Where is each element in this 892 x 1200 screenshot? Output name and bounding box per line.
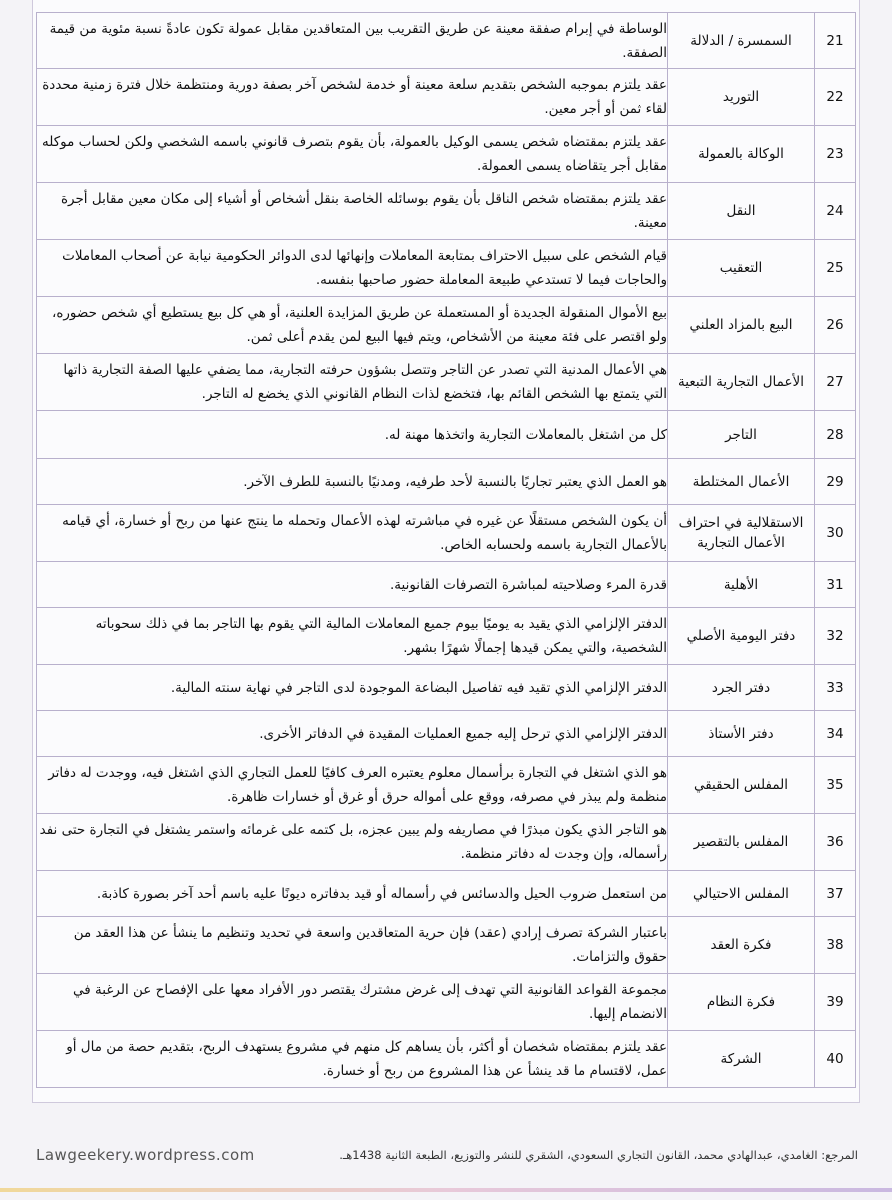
table-row: [37, 665, 856, 711]
row-definition: أن يكون الشخص مستقلًا عن غيره في مباشرته لهذه الأعمال وتحمله ما ينتج عنها من ربح أو خسارة، أي قيامه بالأعمال التجارية باسمه ولحسابه الخاص.: [37, 505, 668, 562]
row-number: 36: [815, 814, 856, 871]
row-term: السمسرة / الدلالة: [668, 13, 815, 69]
row-term: دفتر الأستاذ: [668, 711, 815, 757]
table-row: [37, 411, 856, 459]
row-definition: مجموعة القواعد القانونية التي تهدف إلى غرض مشترك يقتصر دور الأفراد معها على الإفصاح عن الرغبة في الانضمام إليها.: [37, 974, 668, 1031]
table-row: [37, 69, 856, 126]
table-row: [37, 917, 856, 974]
table-row: [37, 711, 856, 757]
table-row: [37, 814, 856, 871]
table-row: [37, 183, 856, 240]
row-definition: من استعمل ضروب الحيل والدسائس في رأسماله أو قيد بدفاتره ديونًا عليه باسم أحد آخر بصورة كاذبة.: [37, 871, 668, 917]
row-number: 21: [815, 13, 856, 69]
table-row: [37, 354, 856, 411]
row-number: 24: [815, 183, 856, 240]
row-term: المفلس بالتقصير: [668, 814, 815, 871]
row-definition: هو العمل الذي يعتبر تجاريًا بالنسبة لأحد طرفيه، ومدنيًا بالنسبة للطرف الآخر.: [37, 459, 668, 505]
table-row: [37, 974, 856, 1031]
row-term: دفتر اليومية الأصلي: [668, 608, 815, 665]
row-definition: عقد يلتزم بمقتضاه شخص يسمى الوكيل بالعمولة، بأن يقوم بتصرف قانوني باسمه الشخصي ولكن لحساب موكله مقابل أجر يتقاضاه يسمى العمولة.: [37, 126, 668, 183]
terms-table: [36, 12, 856, 1088]
row-definition: الدفتر الإلزامي الذي يقيد به يوميًا بيوم جميع المعاملات المالية التي يقوم بها التاجر بما في ذلك سحوباته الشخصية، والتي يمكن قيدها إجمالًا شهرًا بشهر.: [37, 608, 668, 665]
row-number: 25: [815, 240, 856, 297]
row-term: الاستقلالية في احتراف الأعمال التجارية: [668, 505, 815, 562]
table-row: [37, 240, 856, 297]
row-term: المفلس الاحتيالي: [668, 871, 815, 917]
row-definition: هو الذي اشتغل في التجارة برأسمال معلوم يعتبره العرف كافيًا للعمل التجاري الذي اشتغل فيه، ووجدت له دفاتر منظمة ولم يبذر في مصرفه، ووقع على أمواله حرق أو غرق أو خسارات ظاهرة.: [37, 757, 668, 814]
row-number: 34: [815, 711, 856, 757]
row-term: البيع بالمزاد العلني: [668, 297, 815, 354]
row-term: الأعمال التجارية التبعية: [668, 354, 815, 411]
row-definition: الدفتر الإلزامي الذي تقيد فيه تفاصيل البضاعة الموجودة لدى التاجر في نهاية سنته المالية.: [37, 665, 668, 711]
row-number: 31: [815, 562, 856, 608]
row-number: 30: [815, 505, 856, 562]
table-row: [37, 1031, 856, 1088]
row-definition: قيام الشخص على سبيل الاحتراف بمتابعة المعاملات وإنهائها لدى الدوائر الحكومية نيابة عن أصحاب المعاملات والحاجات فيما لا تستدعي طبيعة المعاملة حضور صاحبها بنفسه.: [37, 240, 668, 297]
row-term: التعقيب: [668, 240, 815, 297]
row-number: 33: [815, 665, 856, 711]
table-row: [37, 608, 856, 665]
row-definition: قدرة المرء وصلاحيته لمباشرة التصرفات القانونية.: [37, 562, 668, 608]
row-definition: كل من اشتغل بالمعاملات التجارية واتخذها مهنة له.: [37, 411, 668, 459]
row-term: التاجر: [668, 411, 815, 459]
table-row: [37, 13, 856, 69]
row-term: فكرة العقد: [668, 917, 815, 974]
row-term: الأهلية: [668, 562, 815, 608]
row-definition: عقد يلتزم بمقتضاه شخصان أو أكثر، بأن يساهم كل منهم في مشروع يستهدف الربح، بتقديم حصة من مال أو عمل، لاقتسام ما قد ينشأ عن هذا المشروع من ربح أو خسارة.: [37, 1031, 668, 1088]
row-number: 26: [815, 297, 856, 354]
row-definition: باعتبار الشركة تصرف إرادي (عقد) فإن حرية المتعاقدين واسعة في تحديد وتنظيم ما ينشأ عن هذا العقد من حقوق والتزامات.: [37, 917, 668, 974]
website-link[interactable]: Lawgeekery.wordpress.com: [36, 1146, 255, 1164]
row-term: التوريد: [668, 69, 815, 126]
row-definition: عقد يلتزم بموجبه الشخص بتقديم سلعة معينة أو خدمة لشخص آخر بصفة دورية ومنتظمة خلال فترة زمنية محددة لقاء ثمن أو أجر معين.: [37, 69, 668, 126]
row-term: دفتر الجرد: [668, 665, 815, 711]
row-definition: الوساطة في إبرام صفقة معينة عن طريق التقريب بين المتعاقدين مقابل عمولة تكون عادةً نسبة مئوية من قيمة الصفقة.: [37, 13, 668, 69]
row-term: الشركة: [668, 1031, 815, 1088]
row-definition: هو التاجر الذي يكون مبذرًا في مصاريفه ولم يبين عجزه، بل كتمه على غرمائه واستمر يشتغل في التجارة حتى نفد رأسماله، وإن وجدت له دفاتر منظمة.: [37, 814, 668, 871]
row-definition: الدفتر الإلزامي الذي ترحل إليه جميع العمليات المقيدة في الدفاتر الأخرى.: [37, 711, 668, 757]
row-number: 28: [815, 411, 856, 459]
table-row: [37, 505, 856, 562]
table-row: [37, 871, 856, 917]
table-row: [37, 757, 856, 814]
table-row: [37, 562, 856, 608]
row-number: 22: [815, 69, 856, 126]
table-row: [37, 459, 856, 505]
row-term: المفلس الحقيقي: [668, 757, 815, 814]
row-number: 40: [815, 1031, 856, 1088]
row-number: 23: [815, 126, 856, 183]
reference-citation: المرجع: الغامدي، عبدالهادي محمد، القانون التجاري السعودي، الشقري للنشر والتوزيع، الطبعة الثانية 1438هـ.: [339, 1148, 858, 1162]
row-definition: هي الأعمال المدنية التي تصدر عن التاجر وتتصل بشؤون حرفته التجارية، مما يضفي عليها الصفة التجارية ذاتها التي يتمتع بها الشخص القائم بها، فتخضع لذات النظام القانوني الذي يخضع له التاجر.: [37, 354, 668, 411]
bottom-decorative-line: [0, 1188, 892, 1192]
row-number: 39: [815, 974, 856, 1031]
row-number: 29: [815, 459, 856, 505]
row-term: الأعمال المختلطة: [668, 459, 815, 505]
row-number: 37: [815, 871, 856, 917]
table-row: [37, 126, 856, 183]
row-term: النقل: [668, 183, 815, 240]
row-number: 27: [815, 354, 856, 411]
row-number: 32: [815, 608, 856, 665]
row-definition: بيع الأموال المنقولة الجديدة أو المستعملة عن طريق المزايدة العلنية، أو هي كل بيع يستطيع أي شخص حضوره، ولو اقتصر على فئة معينة من الأشخاص، ويتم فيها البيع لمن يقدم أعلى ثمن.: [37, 297, 668, 354]
row-term: فكرة النظام: [668, 974, 815, 1031]
row-definition: عقد يلتزم بمقتضاه شخص الناقل بأن يقوم بوسائله الخاصة بنقل أشخاص أو أشياء إلى مكان معين مقابل أجرة معينة.: [37, 183, 668, 240]
row-number: 38: [815, 917, 856, 974]
row-number: 35: [815, 757, 856, 814]
table-row: [37, 297, 856, 354]
row-term: الوكالة بالعمولة: [668, 126, 815, 183]
terms-table-body: [37, 13, 856, 1088]
